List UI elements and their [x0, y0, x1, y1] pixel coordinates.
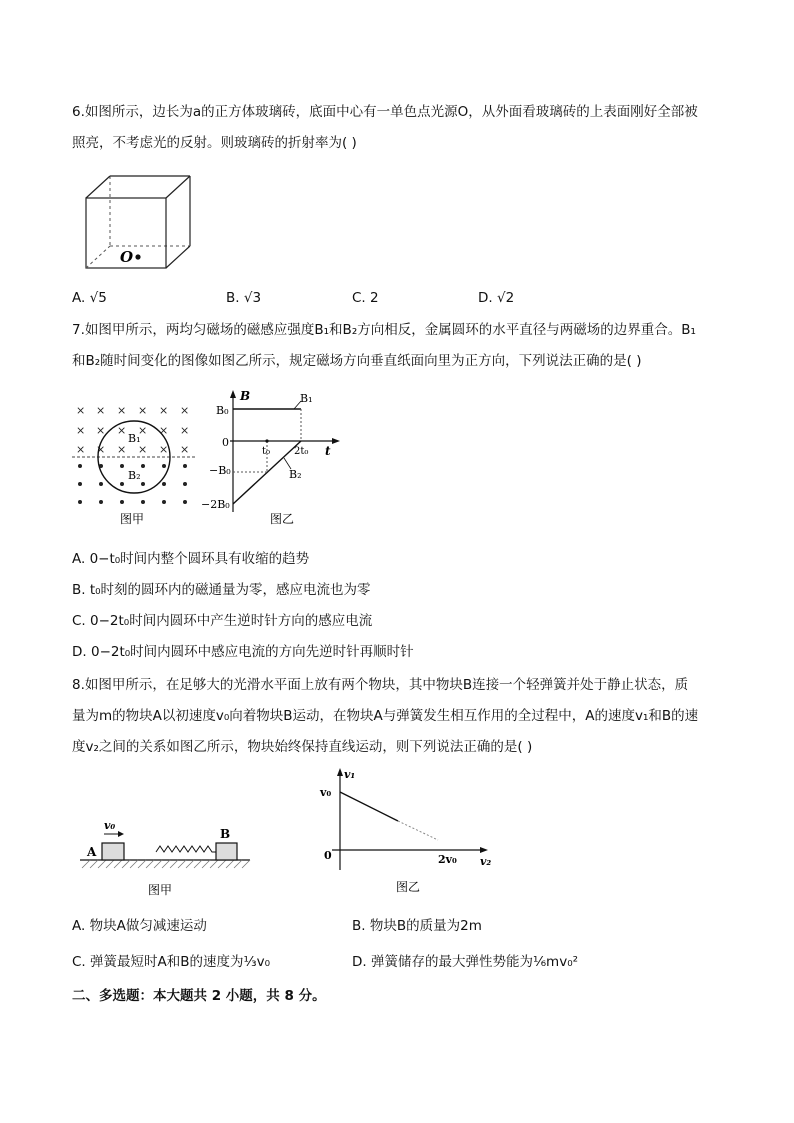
svg-text:t: t [325, 444, 331, 458]
svg-text:×: × [96, 404, 106, 417]
q6-cube-figure [80, 168, 200, 278]
q8-option-c[interactable]: C. 弹簧最短时A和B的速度为⅓v₀ [72, 954, 270, 970]
svg-text:2t₀: 2t₀ [294, 446, 309, 457]
svg-text:0: 0 [324, 849, 332, 862]
magnetic-field-into-page [76, 404, 189, 456]
svg-text:×: × [138, 443, 148, 456]
svg-text:×: × [117, 443, 127, 456]
svg-text:×: × [117, 424, 127, 437]
q7-option-b[interactable]: B. t₀时刻的圆环内的磁通量为零，感应电流也为零 [72, 582, 371, 598]
q7-caption-jia: 图甲 [120, 512, 145, 526]
svg-text:−B₀: −B₀ [209, 464, 231, 477]
svg-text:2v₀: 2v₀ [438, 853, 457, 866]
q8-caption-yi: 图乙 [396, 880, 421, 894]
q7-stem-line1: 7.如图甲所示，两均匀磁场的磁感应强度B₁和B₂方向相反，金属圆环的水平直径与两磁场的边界重合。B₁ [72, 322, 696, 338]
svg-text:×: × [117, 404, 127, 417]
svg-text:B: B [220, 827, 231, 841]
svg-text:t₀: t₀ [262, 446, 271, 457]
q7-option-a[interactable]: A. 0−t₀时间内整个圆环具有收缩的趋势 [72, 551, 310, 567]
q7-stem-line2: 和B₂随时间变化的图像如图乙所示，规定磁场方向垂直纸面向里为正方向，下列说法正确的是( ) [72, 353, 642, 369]
q6-stem-line2: 照亮，不考虑光的反射。则玻璃砖的折射率为( ) [72, 135, 357, 151]
q6-option-d[interactable]: D. √2 [478, 290, 515, 306]
q7-label-b2: B₂ [128, 469, 141, 482]
block-b [216, 843, 237, 860]
svg-text:v₂: v₂ [480, 855, 492, 868]
svg-text:B₀: B₀ [216, 404, 229, 417]
q8-fig-yi [310, 766, 500, 896]
svg-text:×: × [159, 443, 169, 456]
q8-option-b[interactable]: B. 物块B的质量为2m [352, 918, 482, 934]
svg-text:×: × [96, 424, 106, 437]
svg-text:v₁: v₁ [344, 768, 356, 781]
q6-option-a[interactable]: A. √5 [72, 290, 107, 306]
svg-text:×: × [138, 404, 148, 417]
svg-text:0: 0 [222, 436, 229, 449]
svg-text:×: × [180, 424, 190, 437]
q6-option-b[interactable]: B. √3 [226, 290, 262, 306]
v1-v2-line [340, 792, 398, 821]
block-a [102, 843, 124, 860]
q8-stem-line1: 8.如图甲所示，在足够大的光滑水平面上放有两个物块，其中物块B连接一个轻弹簧并处于静止状态，质 [72, 677, 689, 693]
svg-text:×: × [76, 404, 86, 417]
spring [156, 846, 216, 852]
q8-caption-jia: 图甲 [148, 883, 173, 897]
svg-text:×: × [180, 404, 190, 417]
light-source-dot [135, 254, 140, 259]
q7-fig-yi [200, 388, 350, 528]
q8-stem-line3: 度v₂之间的关系如图乙所示，物块始终保持直线运动，则下列说法正确的是( ) [72, 739, 533, 755]
svg-text:×: × [76, 443, 86, 456]
svg-text:×: × [159, 424, 169, 437]
q6-option-c[interactable]: C. 2 [352, 290, 379, 306]
svg-text:×: × [138, 424, 148, 437]
q6-label-o: O [120, 248, 134, 266]
svg-text:×: × [76, 424, 86, 437]
svg-text:×: × [96, 443, 106, 456]
svg-text:B: B [240, 389, 251, 403]
svg-text:B₂: B₂ [289, 468, 302, 481]
svg-text:B₁: B₁ [300, 392, 313, 405]
svg-text:−2B₀: −2B₀ [201, 498, 230, 511]
q7-caption-yi: 图乙 [270, 512, 295, 526]
svg-text:v₀: v₀ [320, 786, 332, 799]
svg-text:v₀: v₀ [104, 819, 116, 832]
q8-option-a[interactable]: A. 物块A做匀减速运动 [72, 918, 207, 934]
q8-option-d[interactable]: D. 弹簧储存的最大弹性势能为⅙mv₀² [352, 954, 579, 970]
svg-text:A: A [87, 845, 97, 859]
q8-stem-line2: 量为m的物块A以初速度v₀向着物块B运动，在物块A与弹簧发生相互作用的全过程中，A的速度v₁和B的速 [72, 708, 699, 724]
q7-option-c[interactable]: C. 0−2t₀时间内圆环中产生逆时针方向的感应电流 [72, 613, 373, 629]
q6-stem-line1: 6.如图所示，边长为a的正方体玻璃砖，底面中心有一单色点光源O，从外面看玻璃砖的上表面刚好全部被 [72, 104, 698, 120]
q7-fig-jia [72, 398, 202, 528]
section-2-heading: 二、多选题：本大题共 2 小题，共 8 分。 [72, 988, 326, 1004]
q7-option-d[interactable]: D. 0−2t₀时间内圆环中感应电流的方向先逆时针再顺时针 [72, 644, 414, 660]
svg-text:×: × [180, 443, 190, 456]
svg-text:×: × [159, 404, 169, 417]
q8-fig-jia [78, 815, 258, 897]
q7-label-b1: B₁ [128, 432, 141, 445]
